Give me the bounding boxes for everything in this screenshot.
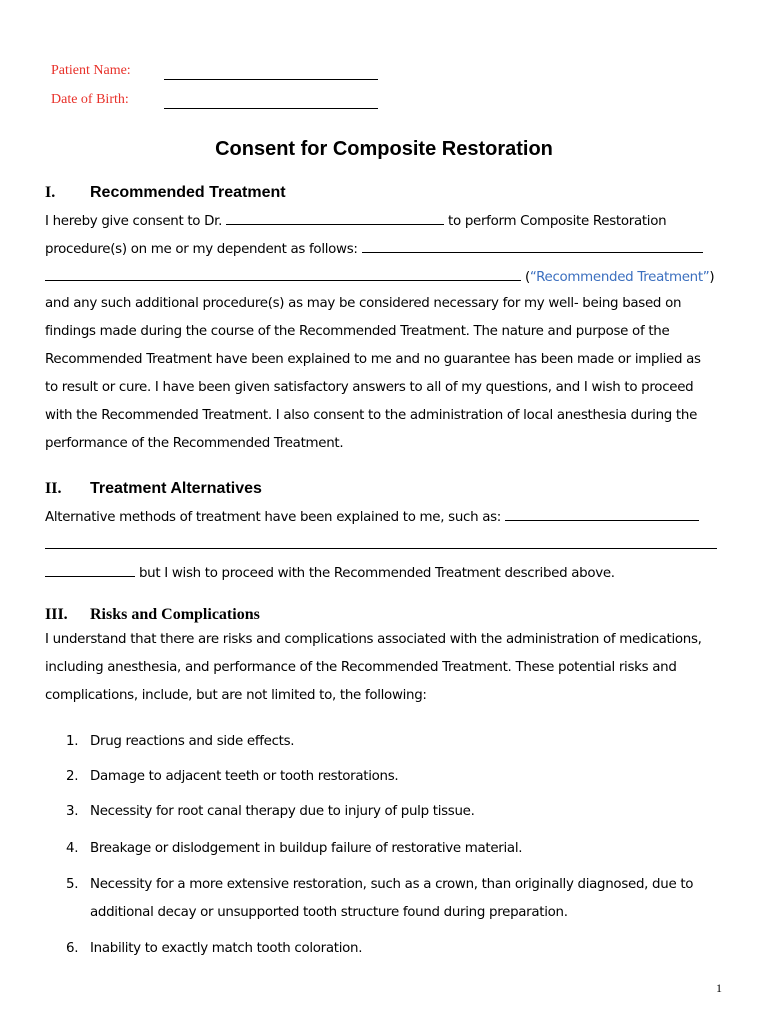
- list-item: [66, 939, 362, 959]
- list-text: Inability to exactly match tooth coloration.: [90, 941, 363, 956]
- body-text-line: I understand that there are risks and complications associated with the administration of medications,: [45, 632, 702, 647]
- alternatives-line-2: [45, 534, 725, 556]
- list-text: Damage to adjacent teeth or tooth restorations.: [90, 769, 399, 784]
- list-marker: 2.: [66, 769, 79, 784]
- list-item-continuation: additional decay or unsupported tooth structure found during preparation.: [90, 905, 568, 920]
- procedure-blank-continued[interactable]: [45, 266, 521, 281]
- body-text-line: performance of the Recommended Treatment.: [45, 436, 344, 451]
- section-title: Recommended Treatment: [90, 184, 286, 201]
- list-item: [66, 875, 693, 895]
- alternatives-line-3: [45, 562, 725, 584]
- list-item: [66, 767, 398, 787]
- section-number: II.: [45, 480, 62, 497]
- section-heading-treatment-alternatives: [45, 479, 262, 499]
- section-title: Risks and Complications: [90, 606, 260, 623]
- patient-name-label: Patient Name:: [51, 63, 131, 78]
- list-marker: 3.: [66, 804, 79, 819]
- recommended-treatment-term: “Recommended Treatment”: [529, 270, 710, 285]
- list-text: Breakage or dislodgement in buildup failure of restorative material.: [90, 841, 523, 856]
- body-text-line: and any such additional procedure(s) as may be considered necessary for my well- being based on: [45, 296, 682, 311]
- doctor-name-blank[interactable]: [226, 210, 444, 225]
- alternatives-blank[interactable]: [505, 506, 699, 521]
- consent-line-2: [45, 238, 725, 260]
- body-text-line: to result or cure. I have been given satisfactory answers to all of my questions, and I wish to proceed: [45, 380, 694, 395]
- section-heading-recommended-treatment: [45, 183, 286, 203]
- section-number: I.: [45, 184, 56, 201]
- section-number: III.: [45, 606, 68, 623]
- section-title: Treatment Alternatives: [90, 480, 262, 497]
- list-text: Drug reactions and side effects.: [90, 734, 295, 749]
- alternatives-blank-continued[interactable]: [45, 534, 717, 549]
- procedure-blank[interactable]: [362, 238, 703, 253]
- document-title: Consent for Composite Restoration: [215, 138, 553, 160]
- consent-text: I hereby give consent to Dr.: [45, 214, 223, 229]
- dob-label: Date of Birth:: [51, 92, 129, 107]
- alternatives-line-1: [45, 506, 725, 528]
- list-text: Necessity for root canal therapy due to injury of pulp tissue.: [90, 804, 475, 819]
- alternatives-text: Alternative methods of treatment have been explained to me, such as:: [45, 510, 502, 525]
- list-text: Necessity for a more extensive restoration, such as a crown, than originally diagnosed, due to: [90, 877, 694, 892]
- list-marker: 6.: [66, 941, 79, 956]
- list-item: [66, 732, 294, 752]
- alternatives-text: but I wish to proceed with the Recommended Treatment described above.: [138, 566, 615, 581]
- list-marker: 5.: [66, 877, 79, 892]
- paren-open: (: [524, 270, 530, 285]
- patient-name-field[interactable]: [164, 79, 378, 80]
- list-item: [66, 802, 475, 822]
- paren-close: ): [709, 270, 715, 285]
- list-marker: 1.: [66, 734, 79, 749]
- consent-text: to perform Composite Restoration: [448, 214, 667, 229]
- body-text-line: including anesthesia, and performance of the Recommended Treatment. These potential risks and: [45, 660, 677, 675]
- list-item: [66, 839, 522, 859]
- section-heading-risks: [45, 605, 260, 625]
- consent-line-1: [45, 210, 725, 232]
- body-text-line: findings made during the course of the Recommended Treatment. The nature and purpose of the: [45, 324, 670, 339]
- consent-line-3: [45, 266, 725, 288]
- body-text-line: Recommended Treatment have been explained to me and no guarantee has been made or implied as: [45, 352, 701, 367]
- consent-text: procedure(s) on me or my dependent as follows:: [45, 242, 358, 257]
- body-text-line: with the Recommended Treatment. I also consent to the administration of local anesthesia during the: [45, 408, 698, 423]
- body-text-line: complications, include, but are not limited to, the following:: [45, 688, 427, 703]
- alternatives-blank-end[interactable]: [45, 562, 135, 577]
- list-marker: 4.: [66, 841, 79, 856]
- dob-field[interactable]: [164, 108, 378, 109]
- page-number: 1: [716, 981, 722, 995]
